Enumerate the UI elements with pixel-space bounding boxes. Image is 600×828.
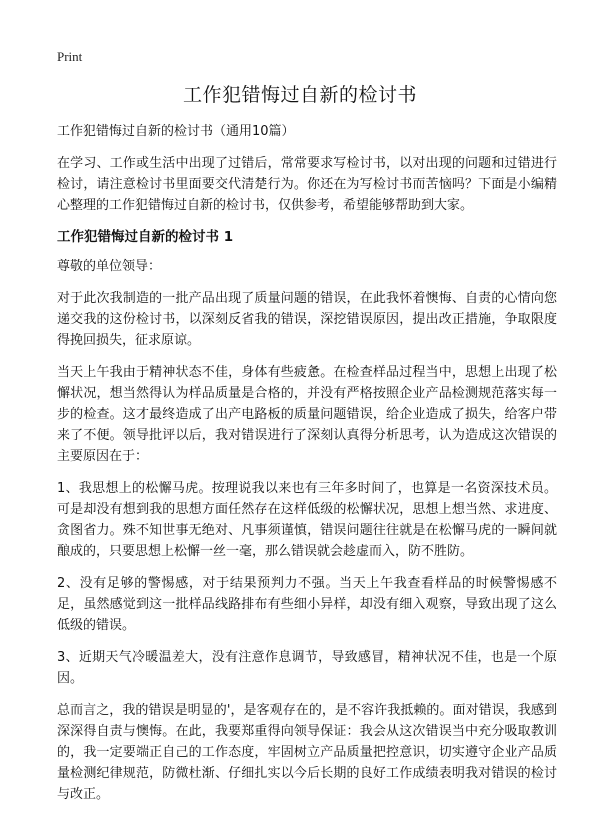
page-title: 工作犯错悔过自新的检讨书	[182, 84, 417, 106]
body-paragraph: 当天上午我由于精神状态不佳，身体有些疲惫。在检查样品过程当中，思想上出现了松懈状况，想当然得认为样品质量是合格的，并没有严格按照企业产品检测规范落实每一步的检查。这才最终造成了出产电路板的质量问题错误，给企业造成了损失，给客户带来了不便。领导批评以后，我对错误进行了深刻认真得分析思考，认为造成这次错误的主要原因在于：	[57, 365, 557, 464]
body-paragraph: 2、没有足够的警惕感，对于结果预判力不强。当天上午我查看样品的时候警惕感不足，虽然感觉到这一批样品线路排布有些细小异样，却没有细入观察，导致出现了这么低级的错误。	[57, 576, 557, 633]
body-paragraph: 1、我思想上的松懈马虎。按理说我以来也有三年多时间了，也算是一名资深技术员。可是却没有想到我的思想方面任然存在这样低级的松懈状况，思想上想当然、求进度、贪图省力。殊不知世事无绝对、凡事须谨慎，错误问题往往就是在松懈马虎的一瞬间就酿成的，只要思想上松懈一丝一毫，那么错误就会趁虚而入，防不胜防。	[57, 481, 557, 559]
salutation: 尊敬的单位领导：	[57, 259, 162, 274]
document-body	[57, 121, 557, 816]
body-paragraph: 总而言之，我的错误是明显的'，是客观存在的，是不容许我抵赖的。面对错误，我感到深深得自责与懊悔。在此，我要郑重得向领导保证：我会从这次错误当中充分吸取教训的，我一定要端正自己的工作态度，牢固树立产品质量把控意识，切实遵守企业产品质量检测纪律规范，防微杜渐、仔细扎实以今后长期的良好工作成绩表明我对错误的检讨与改正。	[57, 703, 557, 802]
document-subtitle: 工作犯错悔过自新的检讨书（通用10篇）	[57, 124, 295, 139]
intro-paragraph: 在学习、工作或生活中出现了过错后，常常要求写检讨书，以对出现的问题和过错进行检讨，请注意检讨书里面要交代清楚行为。你还在为写检讨书而苦恼吗？下面是小编精心整理的工作犯错悔过自新的检讨书，仅供参考，希望能够帮助到大家。	[57, 156, 557, 213]
section-heading: 工作犯错悔过自新的检讨书 1	[57, 229, 234, 245]
body-paragraph: 对于此次我制造的一批产品出现了质量问题的错误，在此我怀着懊悔、自责的心情向您递交我的这份检讨书，以深刻反省我的错误，深挖错误原因，提出改正措施，争取限度得挽回损失，征求原谅。	[57, 291, 557, 348]
body-paragraph: 3、近期天气冷暖温差大，没有注意作息调节，导致感冒，精神状况不佳，也是一个原因。	[57, 650, 557, 686]
print-link[interactable]: Print	[57, 49, 83, 64]
